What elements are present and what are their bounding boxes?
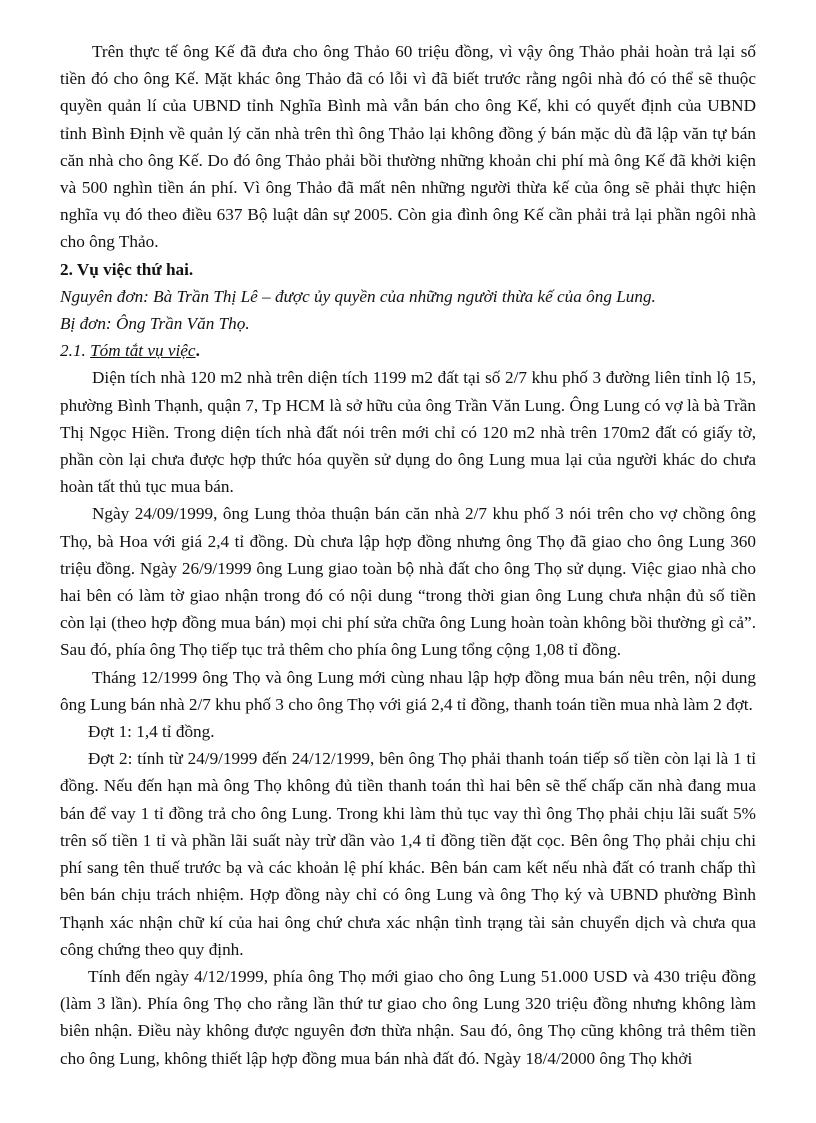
subsection-title: Tóm tắt vụ việc: [90, 341, 196, 361]
paragraph-conclusion-case-1: Trên thực tế ông Kế đã đưa cho ông Thảo 60 triệu đồng, vì vậy ông Thảo phải hoàn trả lại số tiền đó cho ông Kế. Mặt khác ông Thảo đã có lỗi vì đã biết trước rằng ngôi nhà đó có thể sẽ thuộc quyền quản lí của UBND tỉnh Nghĩa Bình mà vẫn bán cho ông Kế, khi có quyết định của UBND tỉnh Bình Định về quản lý căn nhà trên thì ông Thảo lại không đồng ý bán mặc dù đã lập văn tự bán căn nhà cho ông Kế. Do đó ông Thảo phải bồi thường những khoản chi phí mà ông Kế đã khởi kiện và 500 nghìn tiền án phí. Vì ông Thảo đã mất nên những người thừa kế của ông sẽ phải thực hiện nghĩa vụ đó theo điều 637 Bộ luật dân sự 2005. Còn gia đình ông Kế cần phải trả lại phần ngôi nhà cho ông Thảo.: [60, 42, 756, 252]
document-body: [60, 38, 756, 1072]
defendant-text: Bị đơn: Ông Trần Văn Thọ.: [60, 314, 250, 334]
section-heading-case-2: 2. Vụ việc thứ hai.: [60, 259, 194, 279]
paragraph-contract-december: Tháng 12/1999 ông Thọ và ông Lung mới cùng nhau lập hợp đồng mua bán nêu trên, nội dung ông Lung bán nhà 2/7 khu phố 3 cho ông Thọ với giá 2,4 tỉ đồng, thanh toán tiền mua nhà làm 2 đợt.: [60, 667, 756, 714]
subsection-number: 2.1.: [60, 341, 86, 361]
plaintiff-text: Nguyên đơn: Bà Trần Thị Lê – được ủy quyền của những người thừa kế của ông Lung.: [60, 286, 656, 306]
plaintiff-line: [60, 283, 756, 310]
paragraph-installment-2: Đợt 2: tính từ 24/9/1999 đến 24/12/1999, bên ông Thọ phải thanh toán tiếp số tiền còn lại là 1 tỉ đồng. Nếu đến hạn mà ông Thọ không đủ tiền thanh toán thì hai bên sẽ thế chấp căn nhà đang mua bán để vay 1 tỉ đồng trả cho ông Lung. Trong khi làm thủ tục vay thì ông Thọ phải chịu lãi suất 5% trên số tiền 1 tỉ và phần lãi suất này trừ dần vào 1,4 tỉ đồng tiền đặt cọc. Bên ông Thọ phải chịu chi phí sang tên thuế trước bạ và các khoản lệ phí khác. Bên bán cam kết nếu nhà đất có tranh chấp thì bên bán chịu trách nhiệm. Hợp đồng này chỉ có ông Lung và ông Thọ ký và UBND phường Bình Thạnh xác nhận chữ kí của hai ông chứ chưa xác nhận tình trạng tài sản chuyển dịch và chưa qua công chứng theo quy định.: [60, 749, 756, 959]
paragraph-payment-status: Tính đến ngày 4/12/1999, phía ông Thọ mới giao cho ông Lung 51.000 USD và 430 triệu đồng (làm 3 lần). Phía ông Thọ cho rằng lần thứ tư giao cho ông Lung 320 triệu đồng nhưng không làm biên nhận. Điều này không được nguyên đơn thừa nhận. Sau đó, ông Thọ cũng không trả thêm tiền cho ông Lung, không thiết lập hợp đồng mua bán nhà đất đó. Ngày 18/4/2000 ông Thọ khởi: [60, 966, 756, 1068]
paragraph-installment-1: Đợt 1: 1,4 tỉ đồng.: [88, 722, 215, 742]
subsection-heading: [60, 337, 756, 364]
paragraph-property-description: Diện tích nhà 120 m2 nhà trên diện tích 1199 m2 đất tại số 2/7 khu phố 3 đường liên tỉnh lộ 15, phường Bình Thạnh, quận 7, Tp HCM là sở hữu của ông Trần Văn Lung. Ông Lung có vợ là bà Trần Thị Ngọc Hiền. Trong diện tích nhà đất nói trên mới chỉ có 120 m2 nhà trên 170m2 đất có giấy tờ, phần còn lại chưa được hợp thức hóa quyền sử dụng do ông Lung mua lại của người khác do chưa hoàn tất thủ tục mua bán.: [60, 368, 756, 497]
paragraph-sale-agreement: Ngày 24/09/1999, ông Lung thỏa thuận bán căn nhà 2/7 khu phố 3 nói trên cho vợ chồng ông Thọ, bà Hoa với giá 2,4 tỉ đồng. Dù chưa lập hợp đồng nhưng ông Thọ đã giao cho ông Lung 360 triệu đồng. Ngày 26/9/1999 ông Lung giao toàn bộ nhà đất cho ông Thọ sử dụng. Việc giao nhà cho hai bên có làm tờ giao nhận trong đó có nội dung “trong thời gian ông Lung chưa nhận đủ số tiền còn lại (theo hợp đồng mua bán) mọi chi phí sửa chữa ông Lung hoàn toàn không bồi thường gì cả”. Sau đó, phía ông Thọ tiếp tục trả thêm cho phía ông Lung tổng cộng 1,08 tỉ đồng.: [60, 504, 756, 660]
defendant-line: [60, 310, 756, 337]
subsection-suffix: .: [195, 341, 200, 361]
